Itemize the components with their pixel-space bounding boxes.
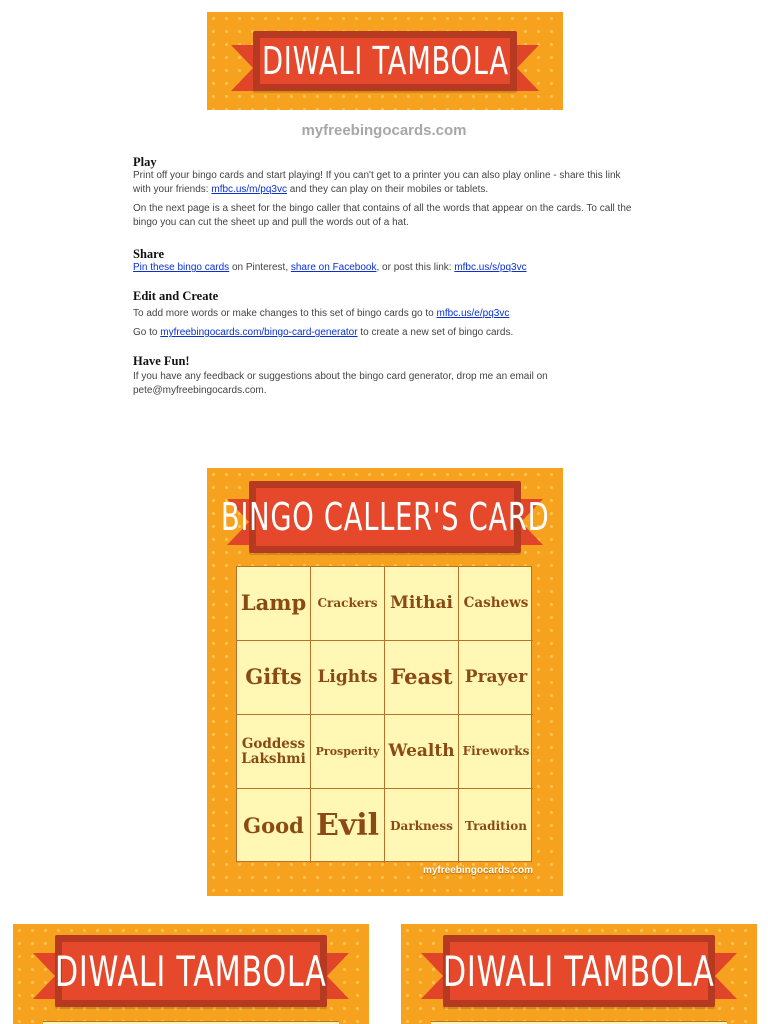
grid-cell: Tradition [465,818,527,833]
share-heading: Share [133,247,165,261]
grid-cell: Crackers [311,567,385,641]
bingo-card-2-banner [443,935,715,1007]
grid-cell: Mithai [385,567,459,641]
play-paragraph-1: Print off your bingo cards and start playing! If you can't get to a printer you can also play online - share this link with your friends: mfbc.us/m/pq3vc and they can play on their mobiles or tablets. [133,170,621,195]
grid-cell: Feast [385,641,459,715]
fun-section [133,354,633,398]
bingo-card-2 [401,924,757,1024]
edit-section [133,289,633,340]
caller-card-banner [220,481,550,553]
grid-cell: Fireworks [459,715,533,789]
caller-grid [236,566,532,862]
edit-paragraph-1: To add more words or make changes to this set of bingo cards go to mfbc.us/e/pq3vc [133,308,510,319]
edit-paragraph-2: Go to myfreebingocards.com/bingo-card-generator to create a new set of bingo cards. [133,327,514,338]
play-heading: Play [133,155,157,169]
top-banner-panel [207,12,563,110]
grid-cell: Wealth [385,715,459,789]
facebook-link[interactable]: share on Facebook [290,262,377,273]
bingo-card-2-title: DIWALI TAMBOLA [443,946,715,996]
fun-heading: Have Fun! [133,354,190,368]
grid-cell: Lights [311,641,385,715]
bingo-card-1 [13,924,369,1024]
top-banner [253,31,517,91]
grid-cell: Good [237,789,311,863]
grid-cell: Prayer [459,641,533,715]
top-banner-title: DIWALI TAMBOLA [261,39,509,83]
grid-cell: Darkness [385,789,459,863]
grid-cell: Cashews [459,567,533,641]
grid-cell: Prosperity [311,715,385,789]
share-link[interactable]: mfbc.us/s/pq3vc [454,262,527,273]
play-paragraph-2: On the next page is a sheet for the bingo caller that contains of all the words that appear on the cards. To call the bingo you can cut the sheet up and pull the words out of a hat. [133,203,632,228]
share-section [133,247,633,275]
fun-paragraph: If you have any feedback or suggestions about the bingo card generator, drop me an email on pete@myfreebingocards.com. [133,371,548,396]
play-link[interactable]: mfbc.us/m/pq3vc [211,184,287,195]
bingo-card-1-banner [55,935,327,1007]
caller-card-footer: myfreebingocards.com [422,865,533,876]
site-name: myfreebingocards.com [301,122,467,139]
edit-heading: Edit and Create [133,289,219,303]
pinterest-link[interactable]: Pin these bingo cards [133,262,230,273]
generator-link[interactable]: myfreebingocards.com/bingo-card-generator [160,327,358,338]
edit-link[interactable]: mfbc.us/e/pq3vc [436,308,510,319]
grid-cell: Lamp [237,567,311,641]
grid-cell: Gifts [237,641,311,715]
caller-card-title: BINGO CALLER'S CARD [220,495,550,539]
bingo-card-1-title: DIWALI TAMBOLA [55,946,327,996]
grid-cell: Goddess Lakshmi [237,715,311,789]
grid-cell: Evil [311,789,385,863]
share-paragraph: Pin these bingo cards on Pinterest, share on Facebook, or post this link: mfbc.us/s/pq3vc [133,262,527,273]
play-section [133,155,633,230]
